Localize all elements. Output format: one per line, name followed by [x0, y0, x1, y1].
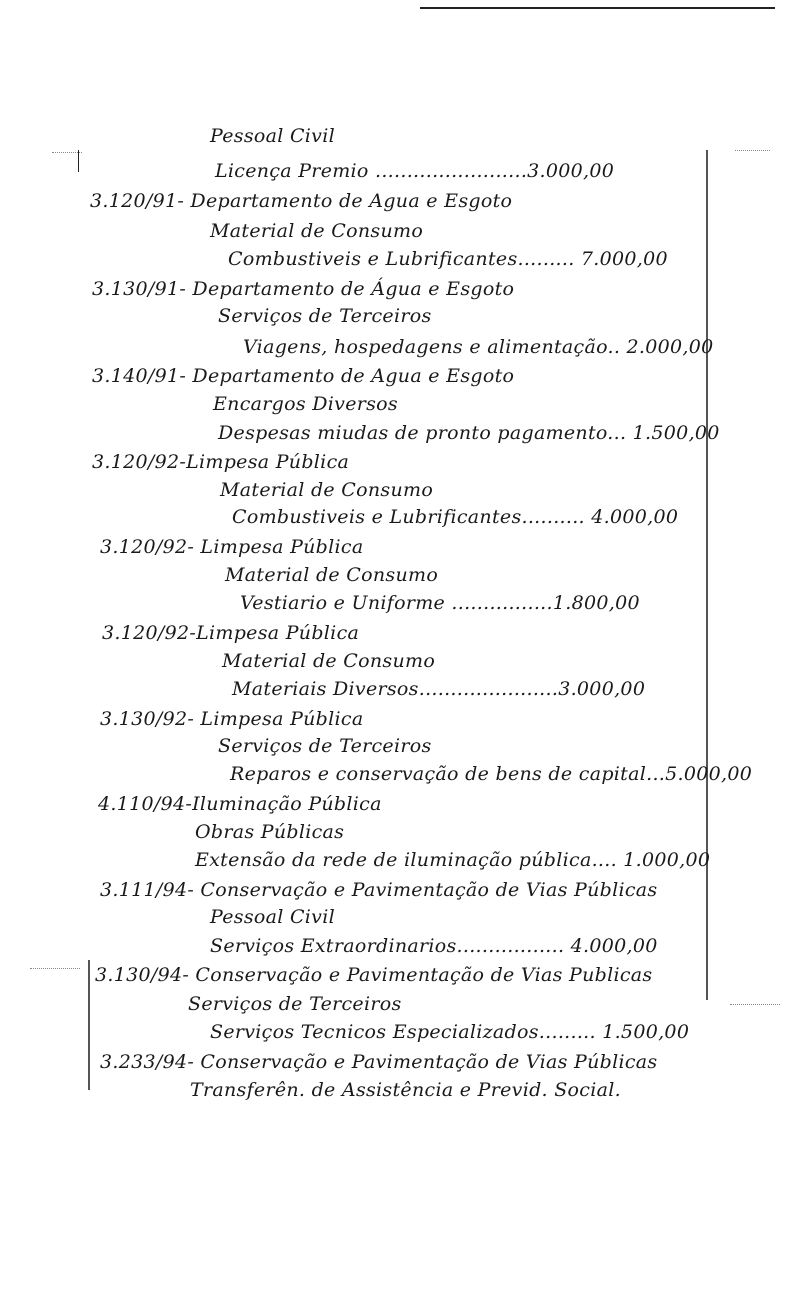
right-scan-dots-lower — [730, 1004, 780, 1005]
budget-line: Material de Consumo — [225, 564, 439, 586]
budget-line: 3.130/91- Departamento de Água e Esgoto — [92, 278, 515, 300]
left-scan-dots-lower — [30, 968, 80, 969]
budget-line: Viagens, hospedagens e alimentação.. 2.000,00 — [243, 336, 714, 358]
budget-line: 3.140/91- Departamento de Agua e Esgoto — [92, 365, 515, 387]
budget-line: Serviços de Terceiros — [188, 993, 402, 1015]
budget-line: Licença Premio ........................3.000,00 — [215, 160, 615, 182]
budget-line: Reparos e conservação de bens de capital...5.000,00 — [230, 763, 753, 785]
top-edge-line — [420, 7, 775, 9]
left-margin-line — [88, 960, 90, 1090]
budget-line: Materiais Diversos......................3.000,00 — [232, 678, 646, 700]
left-scan-dots — [52, 152, 82, 153]
budget-line: Serviços de Terceiros — [218, 735, 432, 757]
right-scan-dots — [735, 150, 770, 151]
budget-line: Material de Consumo — [222, 650, 436, 672]
budget-line: Encargos Diversos — [213, 393, 398, 415]
budget-line: 3.130/94- Conservação e Pavimentação de Vias Publicas — [95, 964, 653, 986]
budget-line: Pessoal Civil — [210, 906, 335, 928]
budget-line: Serviços Tecnicos Especializados......... 1.500,00 — [210, 1021, 690, 1043]
budget-line: 3.120/92-Limpesa Pública — [92, 451, 350, 473]
budget-line: 3.120/91- Departamento de Agua e Esgoto — [90, 190, 513, 212]
budget-line: Serviços Extraordinarios................. 4.000,00 — [210, 935, 658, 957]
budget-line: Pessoal Civil — [210, 125, 335, 147]
budget-line: Obras Públicas — [195, 821, 345, 843]
budget-line: Material de Consumo — [210, 220, 424, 242]
budget-line: Extensão da rede de iluminação pública.... 1.000,00 — [195, 849, 711, 871]
left-margin-tick — [78, 150, 79, 172]
budget-line: 3.120/92-Limpesa Pública — [102, 622, 360, 644]
budget-line: Serviços de Terceiros — [218, 305, 432, 327]
budget-line: Despesas miudas de pronto pagamento... 1.500,00 — [218, 422, 720, 444]
budget-line: 3.120/92- Limpesa Pública — [100, 536, 364, 558]
budget-line: 4.110/94-Iluminação Pública — [98, 793, 382, 815]
budget-line: Combustiveis e Lubrificantes......... 7.000,00 — [228, 248, 668, 270]
budget-line: Transferên. de Assistência e Previd. Social. — [190, 1079, 621, 1101]
budget-line: 3.130/92- Limpesa Pública — [100, 708, 364, 730]
budget-line: 3.111/94- Conservação e Pavimentação de Vias Públicas — [100, 879, 658, 901]
right-margin-line — [706, 150, 708, 1000]
budget-line: Combustiveis e Lubrificantes.......... 4.000,00 — [232, 506, 679, 528]
budget-line: 3.233/94- Conservação e Pavimentação de Vias Públicas — [100, 1051, 658, 1073]
budget-line: Vestiario e Uniforme ................1.800,00 — [240, 592, 640, 614]
budget-line: Material de Consumo — [220, 479, 434, 501]
